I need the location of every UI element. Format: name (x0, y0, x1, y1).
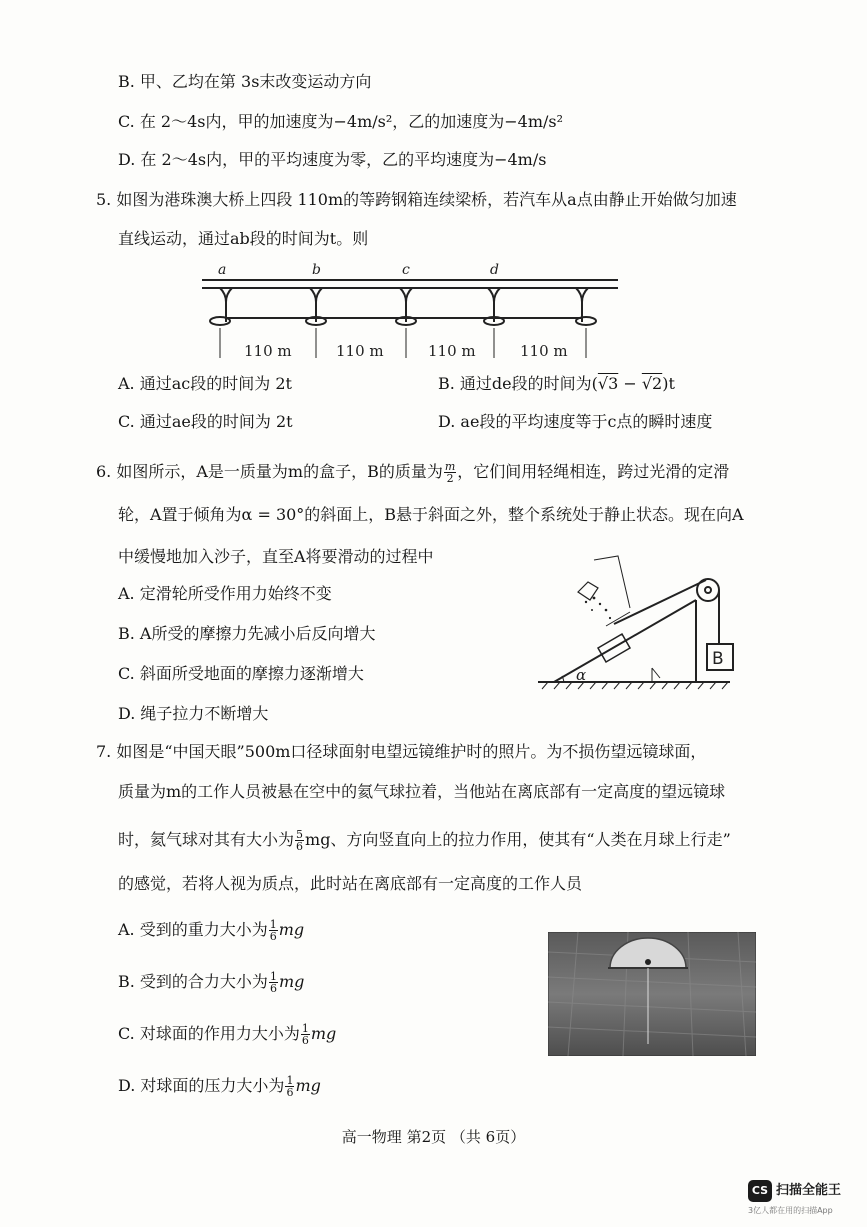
q5-option-c: C. 通过ae段的时间为 2t (118, 412, 293, 431)
q5-option-d: D. ae段的平均速度等于c点的瞬时速度 (438, 412, 713, 431)
q7-stem-line2: 质量为m的工作人员被悬在空中的氦气球拉着，当他站在离底部有一定高度的望远镜球 (118, 782, 726, 801)
q4-option-c: C. 在 2～4s内，甲的加速度为−4m/s²，乙的加速度为−4m/s² (118, 112, 564, 131)
bridge-label-c: c (402, 262, 410, 278)
angle-alpha-label: α (576, 666, 587, 684)
bridge-figure (200, 258, 620, 368)
telescope-photo (548, 932, 756, 1056)
q7-option-c: C. 对球面的作用力大小为 $\frac{1}{6}$ mg (118, 1022, 337, 1047)
span-label-3: 110 m (428, 342, 476, 360)
q7-stem-line1: 7. 如图是“中国天眼”500m口径球面射电望远镜维护时的照片。为不损伤望远镜球面， (96, 742, 707, 761)
q6-stem-line2: 轮，A置于倾角为α = 30°的斜面上，B悬于斜面之外，整个系统处于静止状态。现在向A (118, 505, 744, 524)
q7-option-d: D. 对球面的压力大小为 $\frac{1}{6}$ mg (118, 1074, 321, 1099)
fraction-m-over-2: $\frac{m}{2}$ (444, 460, 456, 485)
q6-option-c: C. 斜面所受地面的摩擦力逐渐增大 (118, 664, 364, 683)
span-label-1: 110 m (244, 342, 292, 360)
q5-option-a: A. 通过ac段的时间为 2t (118, 374, 292, 393)
incline-pulley-figure (534, 552, 744, 692)
q4-option-b: B. 甲、乙均在第 3s末改变运动方向 (118, 72, 372, 91)
q6-option-b: B. A所受的摩擦力先减小后反向增大 (118, 624, 376, 643)
q5-option-b: B. 通过de段的时间为(√3 − √2)t (438, 374, 675, 393)
q6-stem-line3: 中缓慢地加入沙子，直至A将要滑动的过程中 (118, 547, 434, 566)
q7-stem-line4: 的感觉，若将人视为质点，此时站在离底部有一定高度的工作人员 (118, 874, 583, 893)
q5-stem-line2: 直线运动，通过ab段的时间为t。则 (118, 229, 369, 248)
bridge-label-b: b (312, 262, 321, 278)
q7-option-b: B. 受到的合力大小为 $\frac{1}{6}$ mg (118, 970, 305, 995)
page-footer: 高一物理 第2页 （共 6页） (341, 1128, 526, 1146)
cs-logo-icon: CS (748, 1180, 772, 1202)
span-label-2: 110 m (336, 342, 384, 360)
logo-name: 扫描全能王 (776, 1183, 842, 1198)
q6-stem-line1: 6. 如图所示，A是一质量为m的盒子，B的质量为 $\frac{m}{2}$ ，它们间用轻绳相连，跨过光滑的定滑 (96, 460, 730, 485)
q7-option-a: A. 受到的重力大小为 $\frac{1}{6}$ mg (118, 918, 305, 943)
q4-option-d: D. 在 2～4s内，甲的平均速度为零，乙的平均速度为−4m/s (118, 150, 547, 169)
q5-stem-line1: 5. 如图为港珠澳大桥上四段 110m的等跨钢箱连续梁桥，若汽车从a点由静止开始做匀加速 (96, 190, 737, 209)
q7-stem-line3: 时，氦气球对其有大小为 $\frac{5}{6}$ mg、方向竖直向上的拉力作用，使其有“人类在月球上行走” (118, 828, 731, 853)
q6-option-d: D. 绳子拉力不断增大 (118, 704, 269, 723)
span-label-4: 110 m (520, 342, 568, 360)
bridge-label-d: d (490, 262, 499, 278)
camscanner-watermark (748, 1178, 860, 1222)
bridge-label-a: a (218, 262, 227, 278)
logo-tagline: 3亿人都在用的扫描App (748, 1206, 833, 1215)
q6-option-a: A. 定滑轮所受作用力始终不变 (118, 584, 332, 603)
box-b-label: B (712, 649, 724, 669)
